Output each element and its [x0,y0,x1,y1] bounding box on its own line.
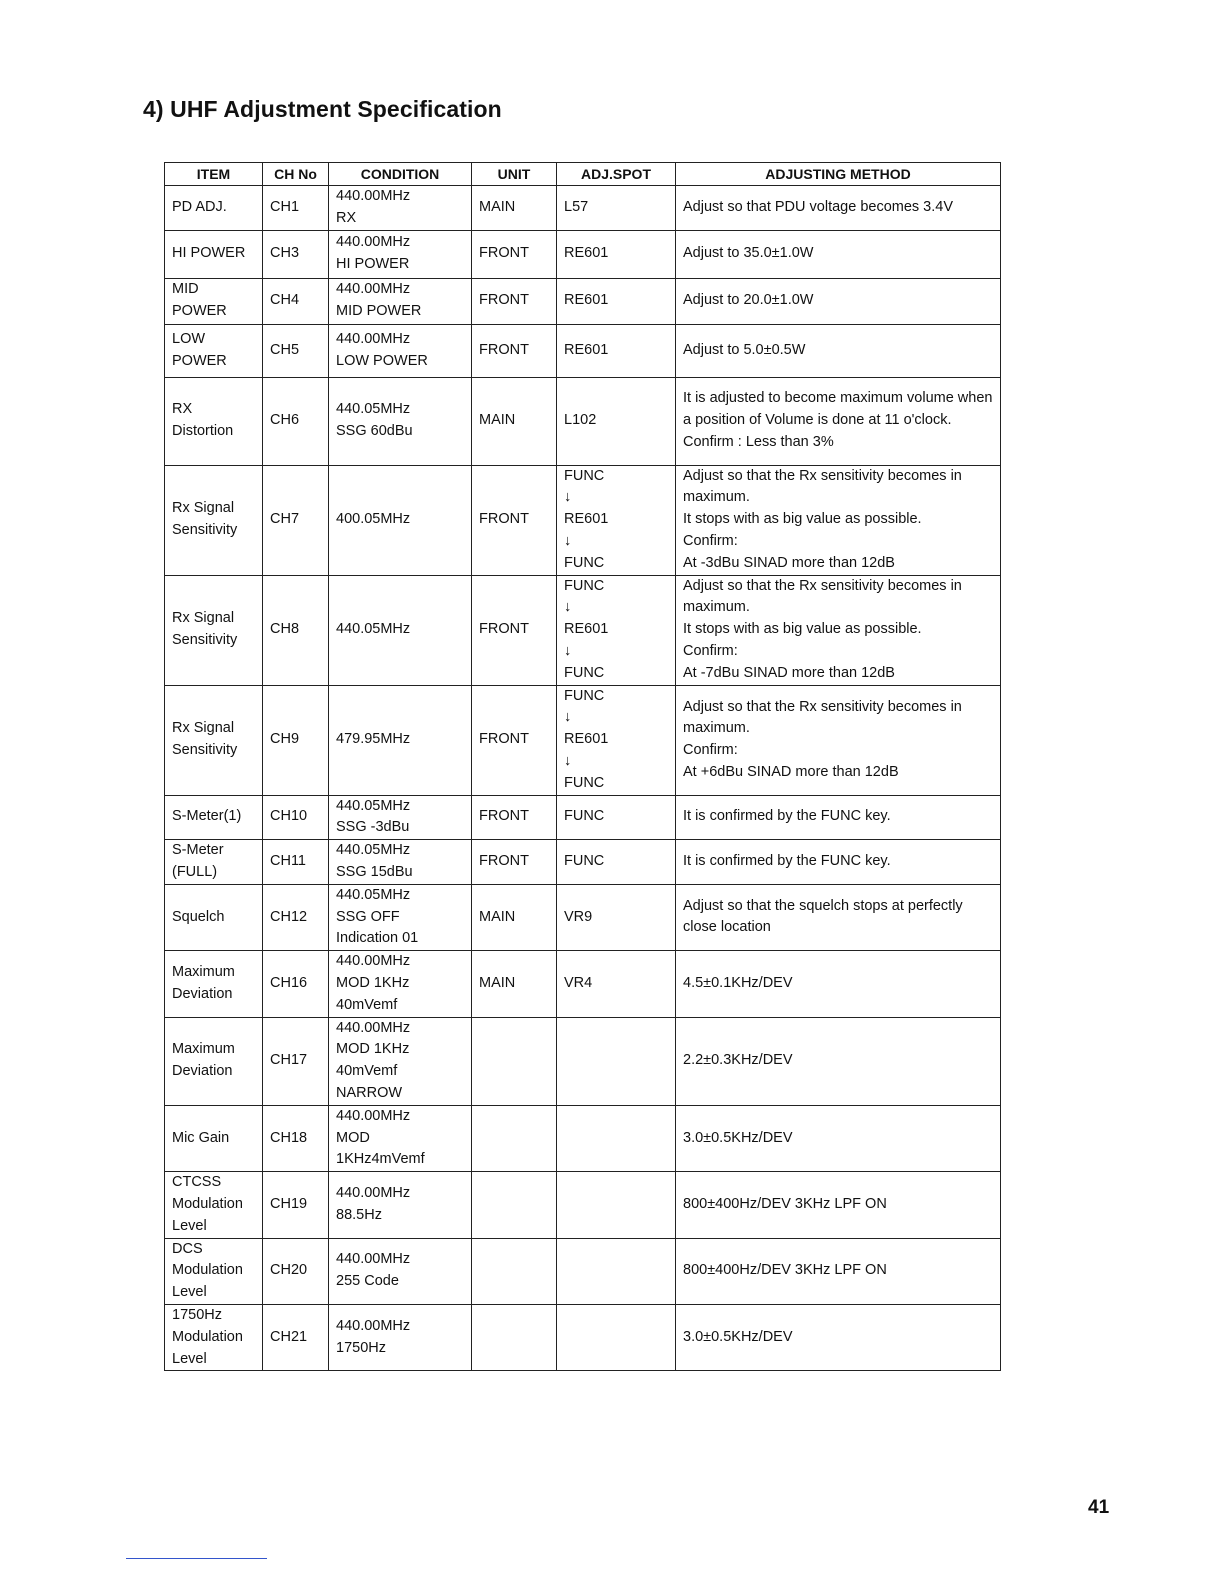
adj-spot-cell [557,1172,676,1238]
ch-no-cell: CH12 [263,884,329,950]
ch-no-cell: CH3 [263,230,329,278]
adj-spot-cell: RE601 [557,278,676,324]
condition-cell: 440.00MHz RX [329,186,472,231]
adj-spot-cell: FUNC [557,840,676,885]
table-row [165,324,1001,377]
adj-spot-cell [557,1304,676,1370]
item-cell: LOW POWER [165,324,263,377]
adj-spot-cell: L57 [557,186,676,231]
adj-spot-cell: L102 [557,377,676,465]
adj-spot-cell: FUNC ↓ RE601 ↓ FUNC [557,575,676,685]
unit-cell: FRONT [472,465,557,575]
item-cell: Mic Gain [165,1105,263,1171]
unit-cell: FRONT [472,795,557,840]
header-condition: CONDITION [329,163,472,186]
adj-spot-cell: RE601 [557,324,676,377]
unit-cell: FRONT [472,278,557,324]
condition-cell: 440.00MHz MID POWER [329,278,472,324]
unit-cell [472,1105,557,1171]
condition-cell: 440.00MHz 1750Hz [329,1304,472,1370]
adj-spot-cell: RE601 [557,230,676,278]
unit-cell [472,1172,557,1238]
adjusting-method-cell: It is confirmed by the FUNC key. [676,795,1001,840]
adj-spot-cell: FUNC ↓ RE601 ↓ FUNC [557,465,676,575]
unit-cell: FRONT [472,575,557,685]
header-item: ITEM [165,163,263,186]
ch-no-cell: CH8 [263,575,329,685]
ch-no-cell: CH19 [263,1172,329,1238]
ch-no-cell: CH9 [263,685,329,795]
unit-cell: FRONT [472,685,557,795]
adjusting-method-cell: 4.5±0.1KHz/DEV [676,951,1001,1017]
adj-spot-cell: VR9 [557,884,676,950]
condition-cell: 440.00MHz HI POWER [329,230,472,278]
unit-cell: MAIN [472,951,557,1017]
page-title: 4) UHF Adjustment Specification [143,96,502,122]
table-row [165,1105,1001,1171]
adj-spot-cell [557,1105,676,1171]
adj-spot-cell [557,1017,676,1105]
table-row [165,1017,1001,1105]
adjusting-method-cell: 3.0±0.5KHz/DEV [676,1105,1001,1171]
condition-cell: 440.05MHz SSG 15dBu [329,840,472,885]
table-row [165,230,1001,278]
table-row [165,465,1001,575]
ch-no-cell: CH17 [263,1017,329,1105]
condition-cell: 440.00MHz MOD 1KHz 40mVemf NARROW [329,1017,472,1105]
item-cell: Rx Signal Sensitivity [165,465,263,575]
item-cell: 1750Hz Modulation Level [165,1304,263,1370]
item-cell: Maximum Deviation [165,1017,263,1105]
adjusting-method-cell: Adjust so that the squelch stops at perfectly close location [676,884,1001,950]
unit-cell [472,1238,557,1304]
header-adj-spot: ADJ.SPOT [557,163,676,186]
adjusting-method-cell: Adjust so that PDU voltage becomes 3.4V [676,186,1001,231]
condition-cell: 440.00MHz 255 Code [329,1238,472,1304]
table-row [165,840,1001,885]
item-cell: DCS Modulation Level [165,1238,263,1304]
table-row [165,795,1001,840]
adjusting-method-cell: Adjust so that the Rx sensitivity becomes in maximum. Confirm: At +6dBu SINAD more than 12dB [676,685,1001,795]
adjusting-method-cell: Adjust so that the Rx sensitivity becomes in maximum. It stops with as big value as possible. Confirm: At -3dBu SINAD more than 12dB [676,465,1001,575]
condition-cell: 440.00MHz MOD 1KHz4mVemf [329,1105,472,1171]
adj-spot-cell: FUNC ↓ RE601 ↓ FUNC [557,685,676,795]
adj-spot-cell [557,1238,676,1304]
unit-cell [472,1304,557,1370]
unit-cell: FRONT [472,324,557,377]
condition-cell: 440.05MHz SSG OFF Indication 01 [329,884,472,950]
table-row [165,377,1001,465]
page-number: 41 [1088,1497,1110,1518]
condition-cell: 440.05MHz [329,575,472,685]
table-body [165,186,1001,1371]
table-row [165,1238,1001,1304]
condition-cell: 440.00MHz LOW POWER [329,324,472,377]
ch-no-cell: CH4 [263,278,329,324]
item-cell: S-Meter(1) [165,795,263,840]
condition-cell: 400.05MHz [329,465,472,575]
item-cell: HI POWER [165,230,263,278]
item-cell: RX Distortion [165,377,263,465]
adjustment-spec-table [164,162,1001,1371]
table-row [165,186,1001,231]
item-cell: Rx Signal Sensitivity [165,575,263,685]
item-cell: S-Meter (FULL) [165,840,263,885]
condition-cell: 440.05MHz SSG 60dBu [329,377,472,465]
adjusting-method-cell: It is adjusted to become maximum volume when a position of Volume is done at 11 o'clock. Confirm : Less than 3% [676,377,1001,465]
adj-spot-cell: VR4 [557,951,676,1017]
item-cell: Maximum Deviation [165,951,263,1017]
adjusting-method-cell: Adjust to 35.0±1.0W [676,230,1001,278]
item-cell: Squelch [165,884,263,950]
adjusting-method-cell: 800±400Hz/DEV 3KHz LPF ON [676,1172,1001,1238]
adjusting-method-cell: Adjust so that the Rx sensitivity becomes in maximum. It stops with as big value as possible. Confirm: At -7dBu SINAD more than 12dB [676,575,1001,685]
header-unit: UNIT [472,163,557,186]
ch-no-cell: CH21 [263,1304,329,1370]
ch-no-cell: CH6 [263,377,329,465]
adjusting-method-cell: Adjust to 5.0±0.5W [676,324,1001,377]
adjusting-method-cell: 2.2±0.3KHz/DEV [676,1017,1001,1105]
ch-no-cell: CH20 [263,1238,329,1304]
unit-cell: MAIN [472,186,557,231]
table-row [165,884,1001,950]
unit-cell: FRONT [472,840,557,885]
condition-cell: 440.00MHz 88.5Hz [329,1172,472,1238]
table-header-row [165,163,1001,186]
condition-cell: 440.05MHz SSG -3dBu [329,795,472,840]
unit-cell: MAIN [472,884,557,950]
adjusting-method-cell: 800±400Hz/DEV 3KHz LPF ON [676,1238,1001,1304]
ch-no-cell: CH5 [263,324,329,377]
ch-no-cell: CH11 [263,840,329,885]
table-row [165,685,1001,795]
condition-cell: 479.95MHz [329,685,472,795]
header-ch-no: CH No [263,163,329,186]
ch-no-cell: CH16 [263,951,329,1017]
unit-cell [472,1017,557,1105]
table-row [165,575,1001,685]
item-cell: Rx Signal Sensitivity [165,685,263,795]
unit-cell: FRONT [472,230,557,278]
adjusting-method-cell: 3.0±0.5KHz/DEV [676,1304,1001,1370]
table-row [165,1304,1001,1370]
adjusting-method-cell: It is confirmed by the FUNC key. [676,840,1001,885]
ch-no-cell: CH18 [263,1105,329,1171]
unit-cell: MAIN [472,377,557,465]
header-adjusting-method: ADJUSTING METHOD [676,163,1001,186]
adjusting-method-cell: Adjust to 20.0±1.0W [676,278,1001,324]
item-cell: PD ADJ. [165,186,263,231]
adj-spot-cell: FUNC [557,795,676,840]
ch-no-cell: CH10 [263,795,329,840]
ch-no-cell: CH1 [263,186,329,231]
item-cell: CTCSS Modulation Level [165,1172,263,1238]
item-cell: MID POWER [165,278,263,324]
table-row [165,278,1001,324]
footer-divider [126,1558,267,1559]
ch-no-cell: CH7 [263,465,329,575]
table-row [165,951,1001,1017]
table-row [165,1172,1001,1238]
condition-cell: 440.00MHz MOD 1KHz 40mVemf [329,951,472,1017]
